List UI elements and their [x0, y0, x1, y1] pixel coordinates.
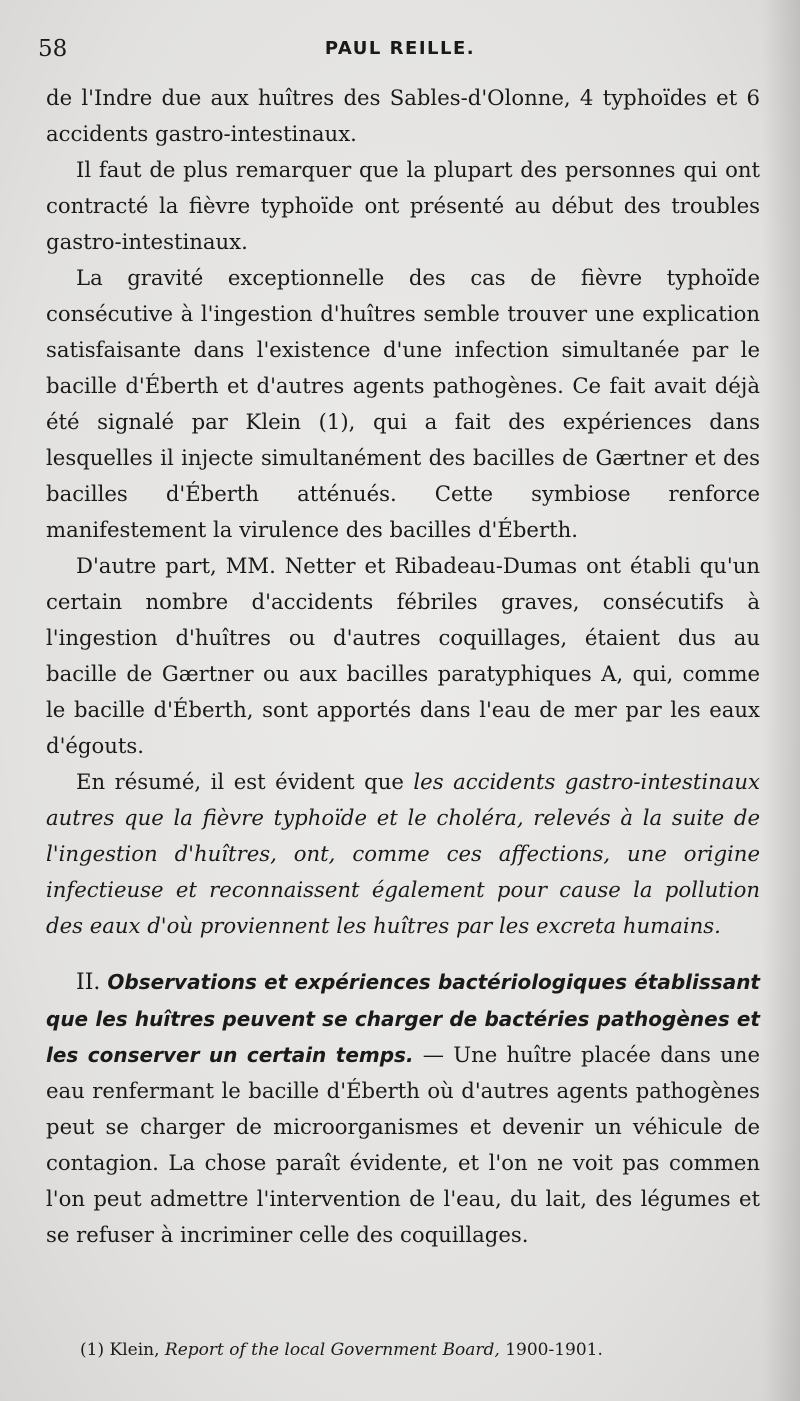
footnote-years: 1900-1901. [505, 1340, 603, 1360]
paragraph-1: de l'Indre due aux huîtres des Sables-d'Olonne, 4 typhoïdes et 6 accidents gastro-intestinaux. [46, 85, 760, 146]
section-dash: — [413, 1042, 454, 1067]
summary-lead: En résumé, il est évident que [76, 769, 414, 794]
page-number: 58 [38, 36, 68, 62]
section-text: Une huître placée dans une eau renfermant le bacille d'Éberth où d'autres agents pathogènes peut se charger de microorganismes et devenir un véhicule de contagion. La chose paraît évidente, et l'on ne voit pas commen l'on peut admettre l'intervention de l'eau, du lait, des légumes et se refuser à incriminer celle des coquillages. [46, 1042, 760, 1247]
page-header [0, 36, 800, 66]
paragraph-2: Il faut de plus remarquer que la plupart des personnes qui ont contracté la fièvre typhoïde ont présenté au début des troubles gastro-intestinaux. [46, 157, 760, 254]
paragraph-3: La gravité exceptionnelle des cas de fièvre typhoïde consécutive à l'ingestion d'huîtres semble trouver une explication satisfaisante dans l'existence d'une infection simultanée par le bacille d'Éberth et d'autres agents pathogènes. Ce fait avait déjà été signalé par Klein (1), qui a fait des expériences dans lesquelles il injecte simultanément des bacilles de Gærtner et des bacilles d'Éberth atténués. Cette symbiose renforce manifestement la virulence des bacilles d'Éberth. [46, 265, 760, 542]
paragraph-4: D'autre part, MM. Netter et Ribadeau-Dumas ont établi qu'un certain nombre d'accidents fébriles graves, consécutifs à l'ingestion d'huîtres ou d'autres coquillages, étaient dus au bacille de Gærtner ou aux bacilles paratyphiques A, qui, comme le bacille d'Éberth, sont apportés dans l'eau de mer par les eaux d'égouts. [46, 553, 760, 758]
footnote-marker: (1) [80, 1340, 105, 1360]
section-2 [46, 964, 760, 1253]
section-title: Observations et expériences bactériologiques établissant que les huîtres peuvent se charger de bactéries pathogènes et les conserver un certain temps. [46, 970, 760, 1067]
paragraph-5 [46, 764, 760, 944]
footnote [80, 1338, 760, 1362]
footnote-author: Klein, [109, 1340, 160, 1360]
page-body [46, 80, 760, 1253]
section-number: II. [76, 970, 101, 995]
summary-italic: les accidents gastro-intestinaux autres que la fièvre typhoïde et le choléra, relevés à la suite de l'ingestion d'huîtres, ont, comme ces affections, une origine infectieuse et reconnaissent également pour cause la pollution des eaux d'où proviennent les huîtres par les excreta humains. [46, 769, 760, 938]
page-edge-shadow [762, 0, 800, 1401]
footnote-title: Report of the local Government Board, [164, 1340, 500, 1360]
running-head: PAUL REILLE. [324, 38, 476, 59]
